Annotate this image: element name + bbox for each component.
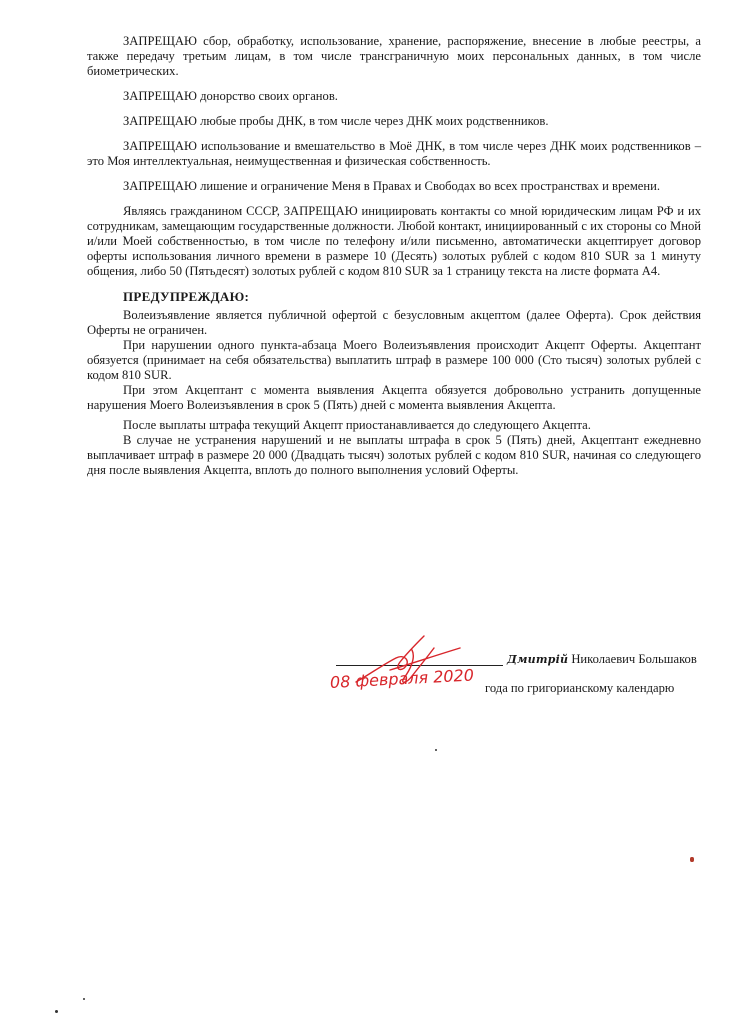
scan-speck-red <box>690 857 694 862</box>
signatory-first-name: Дмитрiй <box>507 653 569 666</box>
warning-paragraph-1: Волеизъявление является публичной офертой с безусловным акцептом (далее Оферта). Срок действия Оферты не ограничен. <box>87 308 701 337</box>
signatory-rest-name: Николаевич Большаков <box>571 652 697 666</box>
scan-speck <box>55 1010 58 1013</box>
warning-paragraph-4: После выплаты штрафа текущий Акцепт приостанавливается до следующего Акцепта. <box>123 418 591 432</box>
warning-heading: ПРЕДУПРЕЖДАЮ: <box>123 289 250 304</box>
prohibition-paragraph-6: Являясь гражданином СССР, ЗАПРЕЩАЮ инициировать контакты со мной юридическим лицам РФ и их сотрудникам, замещающим государственные должности. Любой контакт, инициированный с их стороны со Мной и/или Моей собственностью, в том числе по телефону и/или письменно, автоматически акцептирует договор оферты использования личного времени в размере 10 (Десять) золотых рублей с кодом 810 SUR за 1 минуту общения, либо 50 (Пятьдесят) золотых рублей с кодом 810 SUR за 1 страницу текста на листе формата А4. <box>87 204 701 278</box>
prohibition-paragraph-5: ЗАПРЕЩАЮ лишение и ограничение Меня в Правах и Свободах во всех пространствах и времени. <box>123 179 661 193</box>
warning-paragraph-2: При нарушении одного пункта-абзаца Моего Волеизъявления происходит Акцепт Оферты. Акцептант обязуется (принимает на себя обязательства) выплатить штраф в размере 100 000 (Сто тысяч) золотых рублей с кодом 810 SUR. <box>87 338 701 382</box>
prohibition-paragraph-2: ЗАПРЕЩАЮ донорство своих органов. <box>123 89 338 103</box>
warning-paragraph-5: В случае не устранения нарушений и не выплаты штрафа в срок 5 (Пять) дней, Акцептант ежедневно выплачивает штраф в размере 20 000 (Двадцать тысяч) золотых рублей с кодом 810 SUR, начиная со следующего дня после выявления Акцепта, вплоть до полного выполнения условий Оферты. <box>87 433 701 477</box>
calendar-note: года по григорианскому календарю <box>485 681 675 695</box>
prohibition-paragraph-1: ЗАПРЕЩАЮ сбор, обработку, использование, хранение, распоряжение, внесение в любые реестры, а также передачу третьим лицам, в том числе трансграничную моих персональных данных, в том числе биометрических. <box>87 34 701 78</box>
scan-speck <box>435 749 437 751</box>
prohibition-paragraph-4: ЗАПРЕЩАЮ использование и вмешательство в Моё ДНК, в том числе через ДНК моих родственников – это Моя интеллектуальная, неимущественная и физическая собственность. <box>87 139 701 168</box>
handwritten-date: 08 февраля 2020 <box>329 665 475 692</box>
document-body <box>87 34 701 478</box>
signatory-name <box>507 652 697 667</box>
prohibition-paragraph-3: ЗАПРЕЩАЮ любые пробы ДНК, в том числе через ДНК моих родственников. <box>123 114 549 128</box>
scan-speck <box>83 998 85 1000</box>
warning-paragraph-3: При этом Акцептант с момента выявления Акцепта обязуется добровольно устранить допущенные нарушения Моего Волеизъявления в срок 5 (Пять) дней с момента выявления Акцепта. <box>87 383 701 412</box>
